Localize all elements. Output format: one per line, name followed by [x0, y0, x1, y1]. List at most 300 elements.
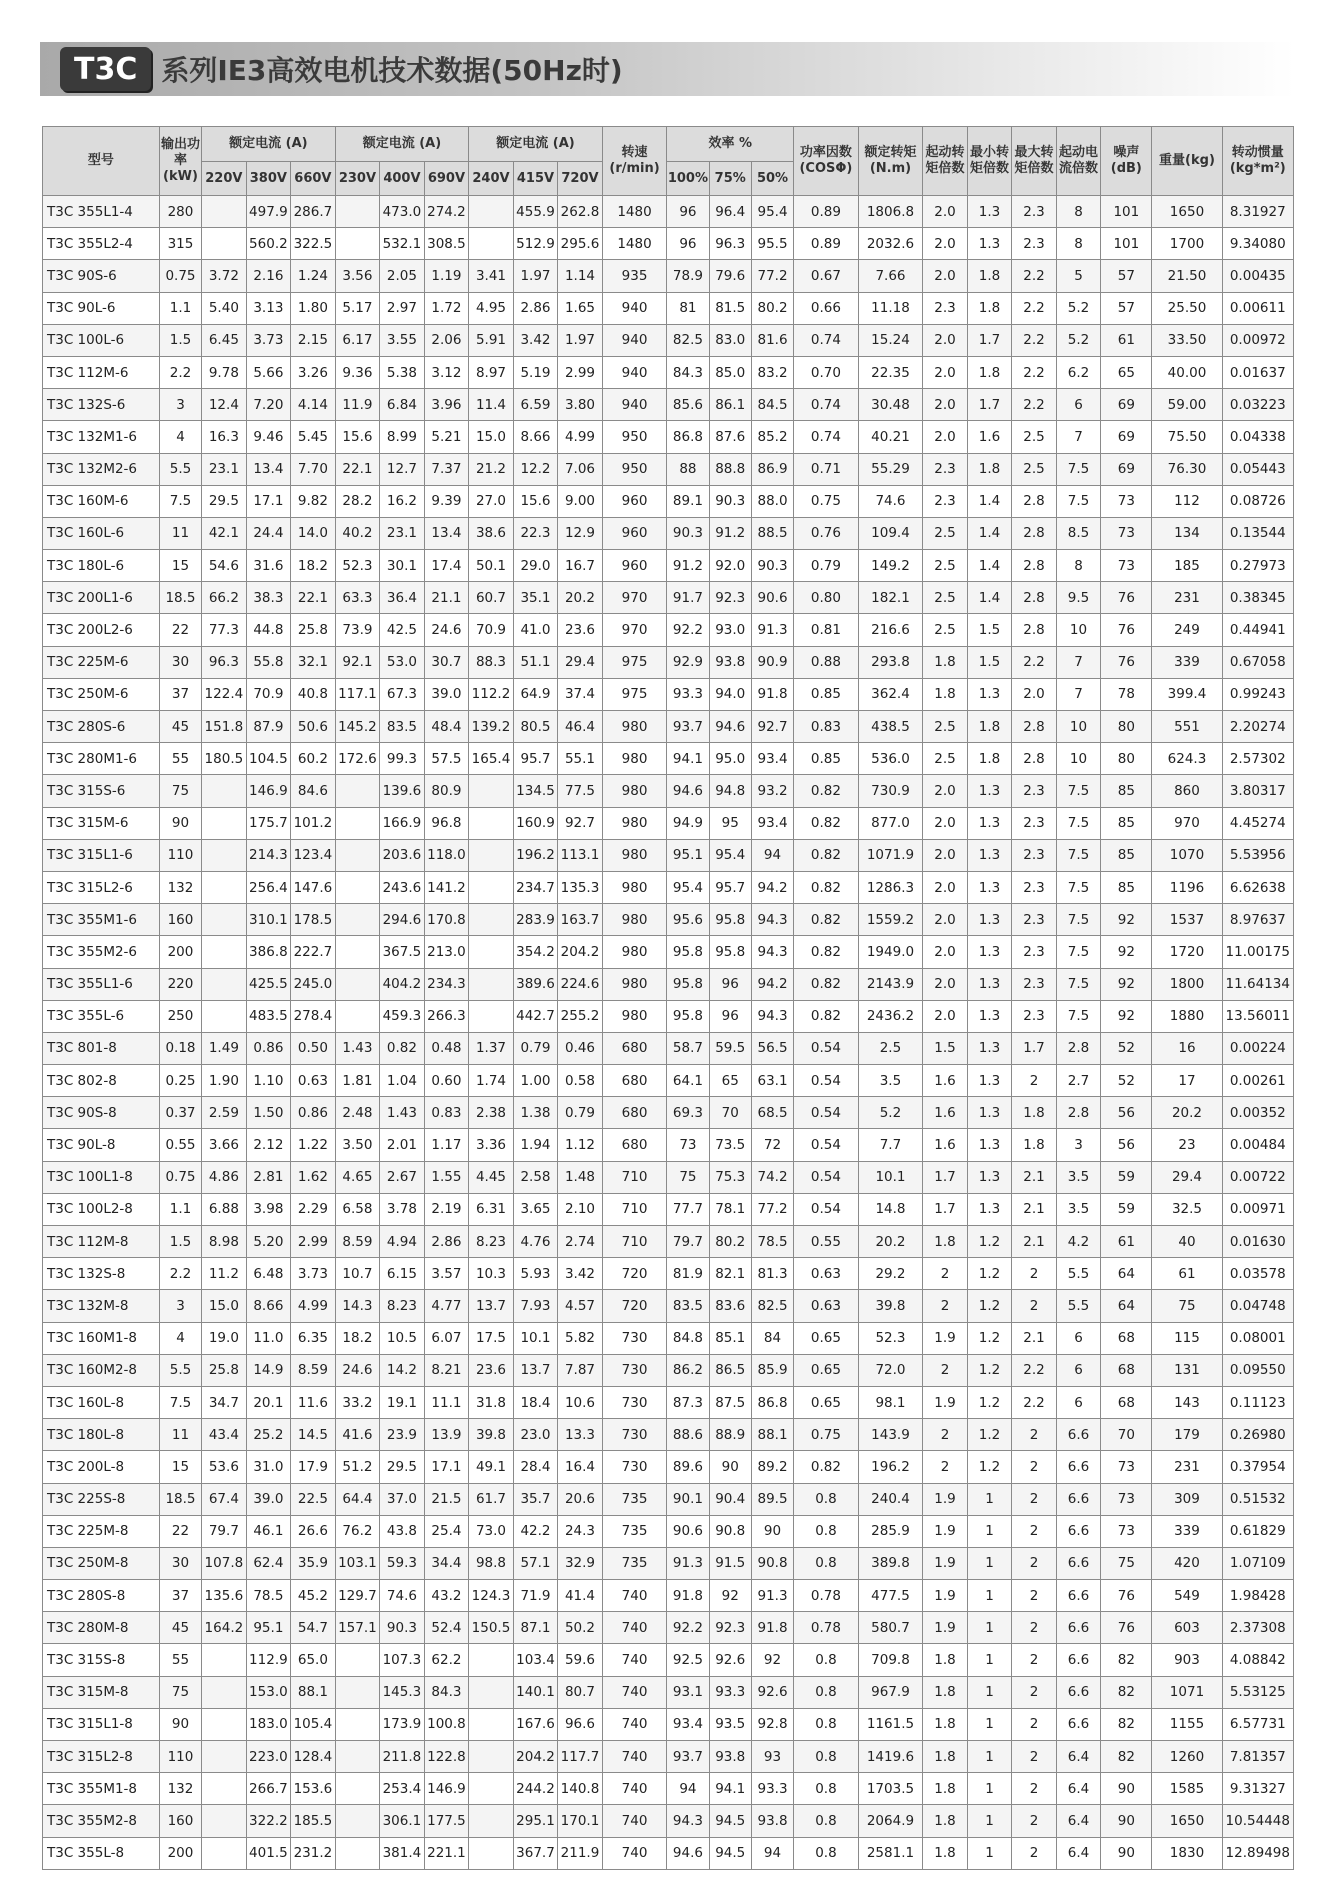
table-cell: 2 — [1012, 1419, 1057, 1451]
table-cell — [469, 1676, 514, 1708]
table-cell: 680 — [602, 1129, 667, 1161]
table-cell — [469, 839, 514, 871]
table-cell: 49.1 — [469, 1451, 514, 1483]
table-cell: 93.3 — [751, 1773, 793, 1805]
table-cell: 82.5 — [751, 1290, 793, 1322]
table-cell: 1.2 — [967, 1258, 1012, 1290]
table-cell: 213.0 — [424, 936, 469, 968]
table-cell: 9.00 — [558, 485, 603, 517]
table-cell: 10.6 — [558, 1386, 603, 1418]
table-cell: 4.76 — [513, 1226, 558, 1258]
table-cell: 5.17 — [335, 292, 380, 324]
table-cell: 8.66 — [246, 1290, 291, 1322]
table-cell: 231 — [1152, 1451, 1222, 1483]
table-cell: 68 — [1101, 1322, 1152, 1354]
table-cell: 4.95 — [469, 292, 514, 324]
table-cell: 22 — [159, 1515, 201, 1547]
table-cell: 196.2 — [858, 1451, 923, 1483]
table-cell: 153.0 — [246, 1676, 291, 1708]
model-cell: T3C 801-8 — [43, 1032, 160, 1064]
table-cell: 11.9 — [335, 389, 380, 421]
table-cell: 1.9 — [923, 1547, 968, 1579]
table-cell: 15.0 — [469, 421, 514, 453]
table-cell: 1.8 — [967, 711, 1012, 743]
table-cell: 2 — [1012, 1065, 1057, 1097]
table-row — [43, 1515, 1294, 1547]
table-cell: 90.9 — [751, 646, 793, 678]
table-cell: 15.0 — [202, 1290, 247, 1322]
table-cell: 560.2 — [246, 228, 291, 260]
table-cell: 77.3 — [202, 614, 247, 646]
table-cell: 40.21 — [858, 421, 923, 453]
table-cell: 322.5 — [291, 228, 336, 260]
table-cell: 75.3 — [709, 1161, 751, 1193]
table-cell: 57 — [1101, 260, 1152, 292]
table-cell: 2.5 — [923, 582, 968, 614]
table-cell: 2 — [1012, 1644, 1057, 1676]
table-cell: 7 — [1056, 678, 1101, 710]
table-cell: 6.4 — [1056, 1773, 1101, 1805]
table-cell: 15 — [159, 550, 201, 582]
table-cell: 32.9 — [558, 1547, 603, 1579]
table-cell: 91.8 — [751, 1612, 793, 1644]
table-cell: 6.62638 — [1222, 871, 1293, 903]
table-cell: 7.5 — [1056, 936, 1101, 968]
table-cell: 0.03578 — [1222, 1258, 1293, 1290]
table-cell: 2.8 — [1012, 743, 1057, 775]
table-cell: 88.6 — [667, 1419, 709, 1451]
table-cell: 234.7 — [513, 871, 558, 903]
table-cell — [202, 807, 247, 839]
table-cell: 2.0 — [923, 871, 968, 903]
table-cell: 101 — [1101, 228, 1152, 260]
table-cell: 223.0 — [246, 1741, 291, 1773]
table-cell: 1.9 — [923, 1612, 968, 1644]
table-cell: 2.7 — [1056, 1065, 1101, 1097]
table-cell — [469, 1773, 514, 1805]
table-cell: 61 — [1152, 1258, 1222, 1290]
model-cell: T3C 280S-8 — [43, 1580, 160, 1612]
table-cell: 91.3 — [667, 1547, 709, 1579]
table-cell: 75 — [159, 1676, 201, 1708]
table-cell: 6 — [1056, 1354, 1101, 1386]
table-cell — [469, 1000, 514, 1032]
table-cell: 740 — [602, 1644, 667, 1676]
table-cell: 36.4 — [380, 582, 425, 614]
table-cell: 5 — [1056, 260, 1101, 292]
table-cell: 1.37 — [469, 1032, 514, 1064]
table-cell — [469, 1741, 514, 1773]
table-cell: 7.5 — [159, 485, 201, 517]
table-cell: 2.3 — [923, 485, 968, 517]
table-cell: 1.5 — [159, 1226, 201, 1258]
table-cell: 483.5 — [246, 1000, 291, 1032]
table-cell: 71.9 — [513, 1580, 558, 1612]
table-cell: 216.6 — [858, 614, 923, 646]
table-cell: 0.8 — [794, 1676, 859, 1708]
table-cell: 3.13 — [246, 292, 291, 324]
table-cell: 425.5 — [246, 968, 291, 1000]
table-cell: 77.2 — [751, 1193, 793, 1225]
table-cell: 131 — [1152, 1354, 1222, 1386]
table-cell: 6.6 — [1056, 1708, 1101, 1740]
table-cell: 253.4 — [380, 1773, 425, 1805]
table-cell: 95.8 — [709, 936, 751, 968]
table-cell: 1071.9 — [858, 839, 923, 871]
table-cell: 220 — [159, 968, 201, 1000]
table-cell: 92.2 — [667, 614, 709, 646]
table-cell: 96 — [667, 196, 709, 228]
table-cell: 0.82 — [794, 1000, 859, 1032]
header-660v: 660V — [291, 162, 336, 196]
table-cell: 240.4 — [858, 1483, 923, 1515]
table-cell: 1 — [967, 1580, 1012, 1612]
table-cell: 1.8 — [967, 743, 1012, 775]
table-cell: 200 — [159, 936, 201, 968]
table-cell: 1.90 — [202, 1065, 247, 1097]
table-cell: 740 — [602, 1805, 667, 1837]
table-cell: 73 — [1101, 1451, 1152, 1483]
table-cell: 0.82 — [794, 904, 859, 936]
table-cell: 54.7 — [291, 1612, 336, 1644]
table-cell: 2.0 — [923, 260, 968, 292]
table-cell: 459.3 — [380, 1000, 425, 1032]
table-cell — [335, 968, 380, 1000]
table-cell: 30.48 — [858, 389, 923, 421]
table-cell: 93.4 — [751, 807, 793, 839]
table-cell: 53.6 — [202, 1451, 247, 1483]
table-cell: 1559.2 — [858, 904, 923, 936]
table-cell: 61 — [1101, 1226, 1152, 1258]
model-cell: T3C 315L2-8 — [43, 1741, 160, 1773]
table-cell: 2.8 — [1012, 711, 1057, 743]
table-cell: 77.7 — [667, 1193, 709, 1225]
table-cell: 78.9 — [667, 260, 709, 292]
table-cell: 0.8 — [794, 1741, 859, 1773]
table-cell: 222.7 — [291, 936, 336, 968]
table-cell: 1.8 — [967, 356, 1012, 388]
model-cell: T3C 180L-6 — [43, 550, 160, 582]
table-row — [43, 292, 1294, 324]
table-cell: 59.5 — [709, 1032, 751, 1064]
table-cell: 95.0 — [709, 743, 751, 775]
table-cell: 0.00352 — [1222, 1097, 1293, 1129]
table-row — [43, 1065, 1294, 1097]
table-cell: 1155 — [1152, 1708, 1222, 1740]
table-cell: 73.9 — [335, 614, 380, 646]
table-cell: 3 — [159, 1290, 201, 1322]
table-cell: 709.8 — [858, 1644, 923, 1676]
table-cell: 0.54 — [794, 1161, 859, 1193]
table-cell: 1161.5 — [858, 1708, 923, 1740]
table-cell: 740 — [602, 1773, 667, 1805]
table-cell: 8 — [1056, 196, 1101, 228]
table-cell: 112.2 — [469, 678, 514, 710]
table-cell: 48.4 — [424, 711, 469, 743]
table-cell: 960 — [602, 550, 667, 582]
table-cell: 3.73 — [246, 324, 291, 356]
table-cell: 165.4 — [469, 743, 514, 775]
table-cell: 9.34080 — [1222, 228, 1293, 260]
table-cell: 18.5 — [159, 1483, 201, 1515]
table-cell: 2.37308 — [1222, 1612, 1293, 1644]
table-cell: 5.45 — [291, 421, 336, 453]
table-cell: 1.9 — [923, 1580, 968, 1612]
table-cell: 128.4 — [291, 1741, 336, 1773]
table-cell: 73.5 — [709, 1129, 751, 1161]
table-cell: 96.3 — [709, 228, 751, 260]
table-cell: 1880 — [1152, 1000, 1222, 1032]
table-cell: 0.00722 — [1222, 1161, 1293, 1193]
table-cell: 2.86 — [513, 292, 558, 324]
table-cell: 91.2 — [709, 517, 751, 549]
table-cell: 1.3 — [967, 1065, 1012, 1097]
table-cell: 0.65 — [794, 1322, 859, 1354]
table-cell: 104.5 — [246, 743, 291, 775]
table-cell: 11.4 — [469, 389, 514, 421]
table-cell: 6.57731 — [1222, 1708, 1293, 1740]
table-cell: 166.9 — [380, 807, 425, 839]
model-cell: T3C 250M-6 — [43, 678, 160, 710]
table-cell: 0.11123 — [1222, 1386, 1293, 1418]
table-cell: 73 — [1101, 485, 1152, 517]
table-cell: 18.2 — [291, 550, 336, 582]
table-cell: 730 — [602, 1386, 667, 1418]
table-cell: 91.2 — [667, 550, 709, 582]
table-cell: 52 — [1101, 1032, 1152, 1064]
table-cell: 30 — [159, 1547, 201, 1579]
table-cell: 3.73 — [291, 1258, 336, 1290]
table-cell: 41.6 — [335, 1419, 380, 1451]
table-cell: 64 — [1101, 1290, 1152, 1322]
table-cell: 0.61829 — [1222, 1515, 1293, 1547]
table-cell: 7.93 — [513, 1290, 558, 1322]
table-cell: 245.0 — [291, 968, 336, 1000]
table-row — [43, 807, 1294, 839]
table-cell: 69.3 — [667, 1097, 709, 1129]
table-cell: 99.3 — [380, 743, 425, 775]
table-cell: 91.5 — [709, 1547, 751, 1579]
header-rated-torque: 额定转矩(N.m) — [858, 127, 923, 196]
table-cell: 3.72 — [202, 260, 247, 292]
table-cell: 1.4 — [967, 517, 1012, 549]
table-cell: 389.8 — [858, 1547, 923, 1579]
table-cell: 950 — [602, 421, 667, 453]
table-cell: 15.6 — [335, 421, 380, 453]
table-cell: 1.80 — [291, 292, 336, 324]
header-output: 输出功率(kW) — [159, 127, 201, 196]
table-cell: 255.2 — [558, 1000, 603, 1032]
table-cell: 680 — [602, 1097, 667, 1129]
table-cell: 11.1 — [424, 1386, 469, 1418]
table-row — [43, 356, 1294, 388]
table-cell: 1 — [967, 1708, 1012, 1740]
table-cell: 1.9 — [923, 1515, 968, 1547]
table-cell: 1.49 — [202, 1032, 247, 1064]
table-cell: 0.63 — [291, 1065, 336, 1097]
table-cell: 2.2 — [1012, 1354, 1057, 1386]
table-cell: 1.43 — [380, 1097, 425, 1129]
model-cell: T3C 315S-6 — [43, 775, 160, 807]
table-cell: 160 — [159, 904, 201, 936]
table-cell: 1.3 — [967, 775, 1012, 807]
table-cell: 83.2 — [751, 356, 793, 388]
table-cell: 6.48 — [246, 1258, 291, 1290]
table-cell: 87.1 — [513, 1612, 558, 1644]
table-cell: 67.4 — [202, 1483, 247, 1515]
table-cell: 11.6 — [291, 1386, 336, 1418]
table-cell: 0.8 — [794, 1483, 859, 1515]
table-cell: 339 — [1152, 1515, 1222, 1547]
table-cell: 1286.3 — [858, 871, 923, 903]
table-cell: 19.1 — [380, 1386, 425, 1418]
header-weight: 重量(kg) — [1152, 127, 1222, 196]
table-cell: 0.54 — [794, 1065, 859, 1097]
table-cell: 29.2 — [858, 1258, 923, 1290]
model-cell: T3C 355M2-6 — [43, 936, 160, 968]
table-row — [43, 1612, 1294, 1644]
table-cell: 42.2 — [513, 1515, 558, 1547]
table-cell: 2.05 — [380, 260, 425, 292]
table-cell: 5.19 — [513, 356, 558, 388]
table-cell: 310.1 — [246, 904, 291, 936]
table-cell: 1.8 — [967, 292, 1012, 324]
table-cell: 0.75 — [159, 260, 201, 292]
table-cell: 7.20 — [246, 389, 291, 421]
table-cell: 1.00 — [513, 1065, 558, 1097]
table-cell: 93.8 — [709, 646, 751, 678]
table-cell: 1.3 — [967, 839, 1012, 871]
table-cell: 13.4 — [246, 453, 291, 485]
table-cell: 1.07109 — [1222, 1547, 1293, 1579]
table-cell: 90.3 — [380, 1612, 425, 1644]
table-cell: 83.6 — [709, 1290, 751, 1322]
table-cell: 6 — [1056, 389, 1101, 421]
table-cell: 2 — [1012, 1580, 1057, 1612]
table-cell: 1.8 — [923, 1805, 968, 1837]
table-cell: 12.4 — [202, 389, 247, 421]
table-cell: 93.0 — [709, 614, 751, 646]
model-cell: T3C 132M1-6 — [43, 421, 160, 453]
table-cell: 85.2 — [751, 421, 793, 453]
table-cell: 11 — [159, 1419, 201, 1451]
table-cell: 94 — [751, 1837, 793, 1869]
table-cell: 61 — [1101, 324, 1152, 356]
table-cell: 46.1 — [246, 1515, 291, 1547]
table-cell: 0.04748 — [1222, 1290, 1293, 1322]
table-cell: 59 — [1101, 1193, 1152, 1225]
table-cell: 2.38 — [469, 1097, 514, 1129]
table-cell: 13.7 — [469, 1290, 514, 1322]
table-cell: 96 — [709, 1000, 751, 1032]
table-cell: 94.6 — [667, 775, 709, 807]
table-cell: 85.1 — [709, 1322, 751, 1354]
table-cell: 0.50 — [291, 1032, 336, 1064]
table-cell — [202, 196, 247, 228]
table-cell — [335, 1741, 380, 1773]
table-cell: 740 — [602, 1612, 667, 1644]
table-cell: 10 — [1056, 711, 1101, 743]
table-cell: 139.6 — [380, 775, 425, 807]
table-cell — [202, 1805, 247, 1837]
table-cell — [335, 904, 380, 936]
table-cell: 473.0 — [380, 196, 425, 228]
table-cell: 76.2 — [335, 1515, 380, 1547]
table-cell: 0.82 — [794, 775, 859, 807]
table-cell: 74.6 — [380, 1580, 425, 1612]
table-cell: 1949.0 — [858, 936, 923, 968]
table-cell: 6.31 — [469, 1193, 514, 1225]
table-cell: 76 — [1101, 614, 1152, 646]
table-cell: 7.5 — [1056, 968, 1101, 1000]
table-cell: 1.7 — [967, 389, 1012, 421]
table-cell: 3.80317 — [1222, 775, 1293, 807]
table-cell: 2.0 — [923, 1000, 968, 1032]
model-cell: T3C 160M-6 — [43, 485, 160, 517]
table-cell: 204.2 — [558, 936, 603, 968]
table-cell: 46.4 — [558, 711, 603, 743]
table-cell: 231.2 — [291, 1837, 336, 1869]
table-cell: 2.57302 — [1222, 743, 1293, 775]
table-cell: 110 — [159, 1741, 201, 1773]
table-cell: 83.5 — [667, 1290, 709, 1322]
table-cell: 79.7 — [202, 1515, 247, 1547]
table-cell: 8.97 — [469, 356, 514, 388]
table-cell: 65.0 — [291, 1644, 336, 1676]
table-cell: 9.78 — [202, 356, 247, 388]
table-cell: 88.5 — [751, 517, 793, 549]
table-cell: 96 — [709, 968, 751, 1000]
table-cell: 16.4 — [558, 1451, 603, 1483]
table-cell: 78.1 — [709, 1193, 751, 1225]
table-cell: 64.4 — [335, 1483, 380, 1515]
table-cell: 1 — [967, 1837, 1012, 1869]
table-cell: 92.9 — [667, 646, 709, 678]
table-cell: 0.08001 — [1222, 1322, 1293, 1354]
table-cell: 1585 — [1152, 1773, 1222, 1805]
table-cell: 8.97637 — [1222, 904, 1293, 936]
table-cell: 88.8 — [709, 453, 751, 485]
table-cell: 1806.8 — [858, 196, 923, 228]
table-cell: 2.0 — [923, 775, 968, 807]
table-cell: 720 — [602, 1290, 667, 1322]
table-row — [43, 485, 1294, 517]
table-cell: 51.2 — [335, 1451, 380, 1483]
table-cell: 18.2 — [335, 1322, 380, 1354]
table-cell: 1.8 — [923, 1773, 968, 1805]
table-cell: 81.9 — [667, 1258, 709, 1290]
table-cell: 980 — [602, 743, 667, 775]
table-cell: 18.5 — [159, 582, 201, 614]
table-cell: 87.3 — [667, 1386, 709, 1418]
table-cell: 2 — [1012, 1547, 1057, 1579]
table-cell: 28.4 — [513, 1451, 558, 1483]
table-cell: 2.0 — [923, 936, 968, 968]
table-cell: 31.6 — [246, 550, 291, 582]
table-cell: 94.6 — [709, 711, 751, 743]
table-cell: 2.0 — [923, 228, 968, 260]
table-cell: 0.63 — [794, 1290, 859, 1322]
table-cell: 0.71 — [794, 453, 859, 485]
table-cell: 94.5 — [709, 1837, 751, 1869]
table-cell: 81 — [667, 292, 709, 324]
table-cell: 293.8 — [858, 646, 923, 678]
table-cell: 37 — [159, 1580, 201, 1612]
table-cell: 0.67 — [794, 260, 859, 292]
table-cell: 2.8 — [1012, 614, 1057, 646]
table-cell: 0.79 — [794, 550, 859, 582]
header-noise: 噪声(dB) — [1101, 127, 1152, 196]
